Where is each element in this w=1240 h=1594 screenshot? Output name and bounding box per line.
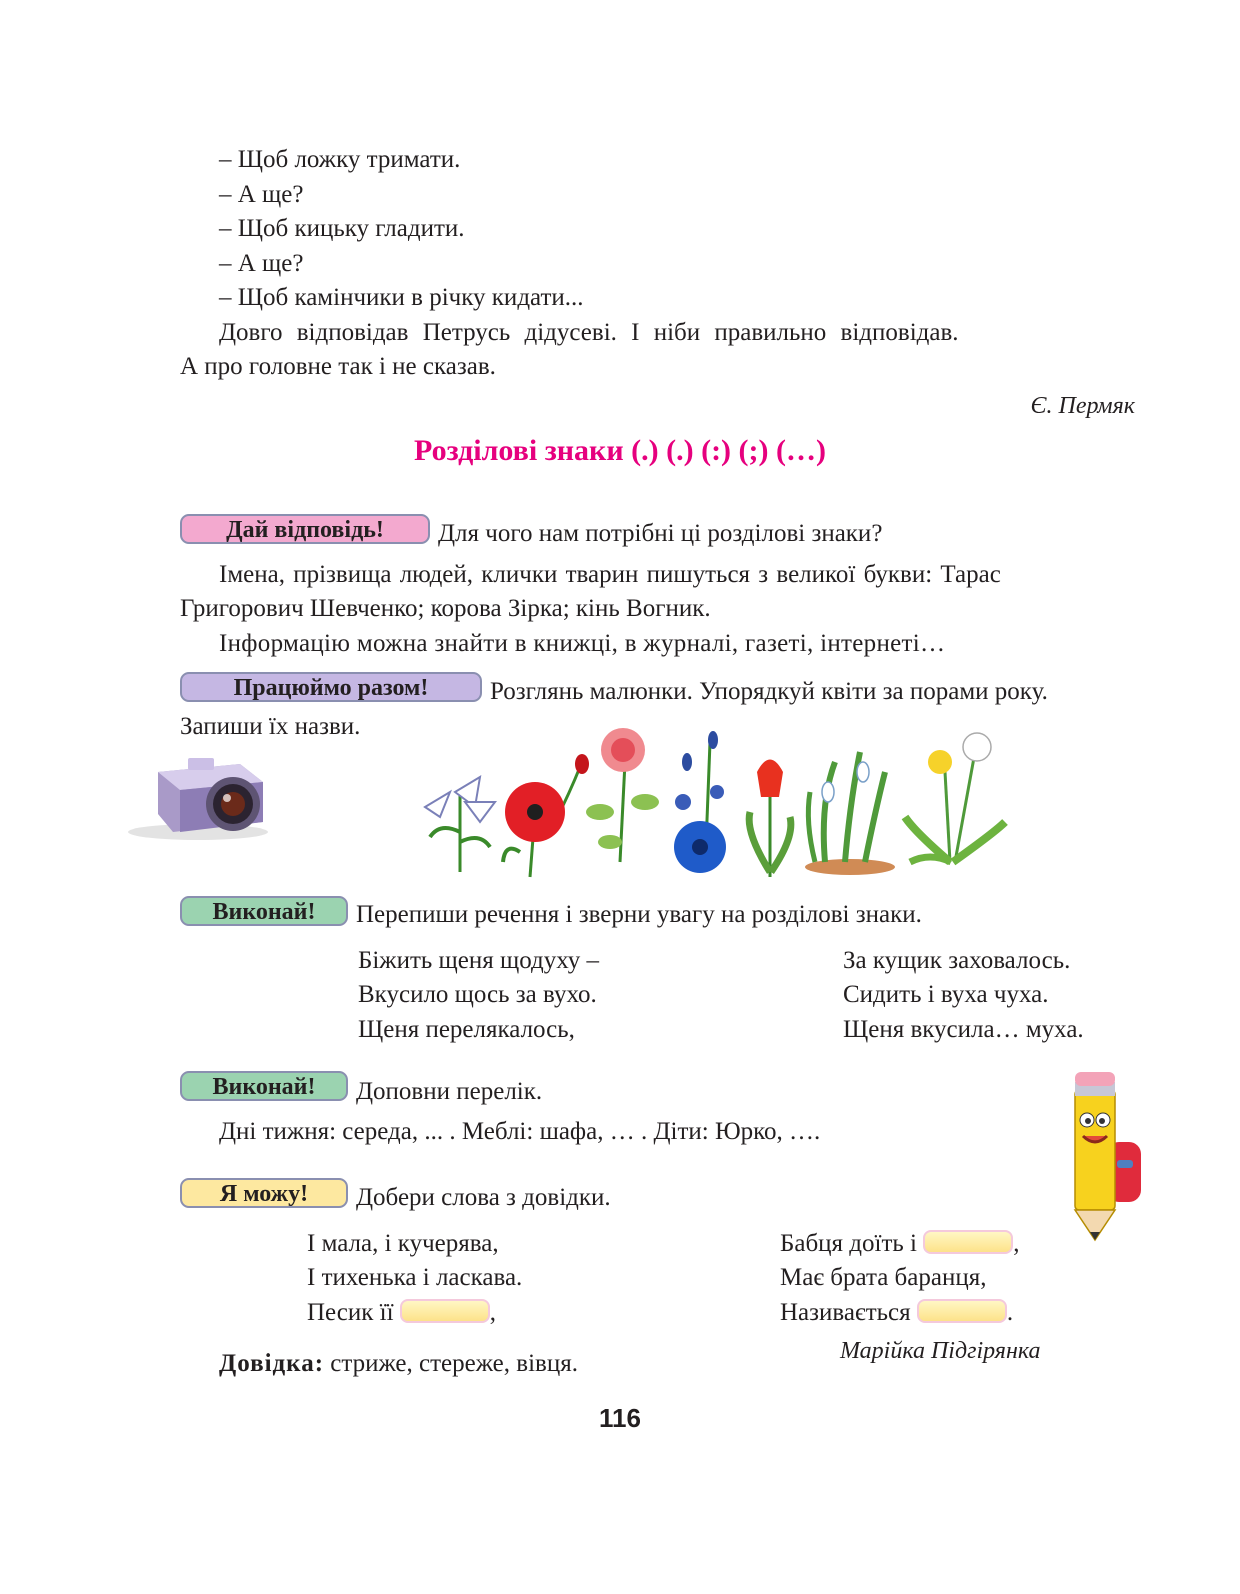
hint-label: Довідка: — [219, 1350, 325, 1377]
task-text: Доповни перелік. — [356, 1078, 543, 1105]
i-can-badge: Я можу! — [180, 1178, 348, 1208]
task-text: Добери слова з довідки. — [356, 1184, 611, 1211]
section-title: Розділові знаки (.) (.) (:) (;) (…) — [413, 434, 827, 467]
snowdrop-flower — [805, 752, 895, 875]
poem-text: Песик її — [307, 1299, 394, 1326]
period: . — [1006, 1299, 1014, 1326]
poem-line: Сидить і вуха чуха. — [843, 981, 1049, 1008]
poem-line: Щеня вкусила… муха. — [843, 1016, 1084, 1043]
paragraph-line: Інформацію можна знайти в книжці, в журналі, газеті, інтернеті… — [219, 630, 946, 657]
poem-line: Вкусило щось за вухо. — [358, 981, 597, 1008]
poem-text: Називається — [780, 1299, 911, 1326]
pencil-mascot-icon — [1065, 1072, 1145, 1242]
dialogue-line: – А ще? — [219, 181, 304, 208]
paragraph-line: Григорович Шевченко; корова Зірка; кінь Вогник. — [180, 595, 711, 622]
poem-line: Має брата баранця, — [780, 1264, 987, 1291]
dialogue-line: – Щоб ложку тримати. — [219, 146, 461, 173]
hint-text: стриже, стереже, вівця. — [324, 1350, 578, 1377]
author-signature: Марійка Підгірянка — [840, 1338, 1041, 1364]
poem-line — [780, 1227, 1020, 1261]
task-question: Для чого нам потрібні ці розділові знаки? — [438, 520, 883, 547]
poem-line — [780, 1296, 1013, 1330]
comma: , — [1013, 1230, 1020, 1257]
comma: , — [489, 1299, 497, 1326]
poem-line: І тихенька і ласкава. — [307, 1264, 523, 1291]
paragraph-line: Довго відповідав Петрусь дідусеві. І ніби правильно відповідав. — [219, 319, 959, 346]
dialogue-line: – Щоб кицьку гладити. — [219, 215, 465, 242]
dialogue-line: – А ще? — [219, 250, 304, 277]
cornflower-flower — [674, 731, 726, 873]
camera-icon — [128, 752, 273, 842]
poem-line: Біжить щеня щодуху – — [358, 947, 600, 974]
poppy-flower — [503, 754, 589, 877]
work-together-badge: Працюймо разом! — [180, 672, 482, 702]
task-text: Запиши їх назви. — [180, 713, 361, 740]
hint-line — [219, 1347, 578, 1381]
poem-line: І мала, і кучерява, — [307, 1230, 499, 1257]
do-it-badge: Виконай! — [180, 1071, 348, 1101]
tulip-flower — [749, 760, 791, 878]
paragraph-line: Імена, прізвища людей, клички тварин пишуться з великої букви: Тарас — [219, 561, 1001, 588]
answer-blank[interactable] — [917, 1299, 1007, 1323]
task-list: Дні тижня: середа, ... . Меблі: шафа, … . Діти: Юрко, …. — [219, 1118, 821, 1145]
task-text: Перепиши речення і зверни увагу на розділові знаки. — [356, 901, 922, 928]
answer-badge: Дай відповідь! — [180, 514, 430, 544]
poem-line: За кущик заховалось. — [843, 947, 1071, 974]
dialogue-line: – Щоб камінчики в річку кидати... — [219, 284, 584, 311]
poem-line: Щеня перелякалось, — [358, 1016, 575, 1043]
do-it-badge: Виконай! — [180, 896, 348, 926]
page-number: 116 — [599, 1403, 641, 1433]
poem-line — [307, 1296, 496, 1330]
rose-flower — [586, 728, 659, 862]
paragraph-line: А про головне так і не сказав. — [180, 353, 496, 380]
author-signature: Є. Пермяк — [1030, 393, 1135, 419]
dandelion-flower — [905, 733, 1005, 862]
answer-blank[interactable] — [400, 1299, 490, 1323]
flowers-illustration — [405, 722, 1015, 882]
lily-flower — [425, 777, 495, 872]
task-text: Розглянь малюнки. Упорядкуй квіти за порами року. — [490, 678, 1048, 705]
poem-text: Бабця доїть і — [780, 1230, 917, 1257]
answer-blank[interactable] — [923, 1230, 1013, 1254]
